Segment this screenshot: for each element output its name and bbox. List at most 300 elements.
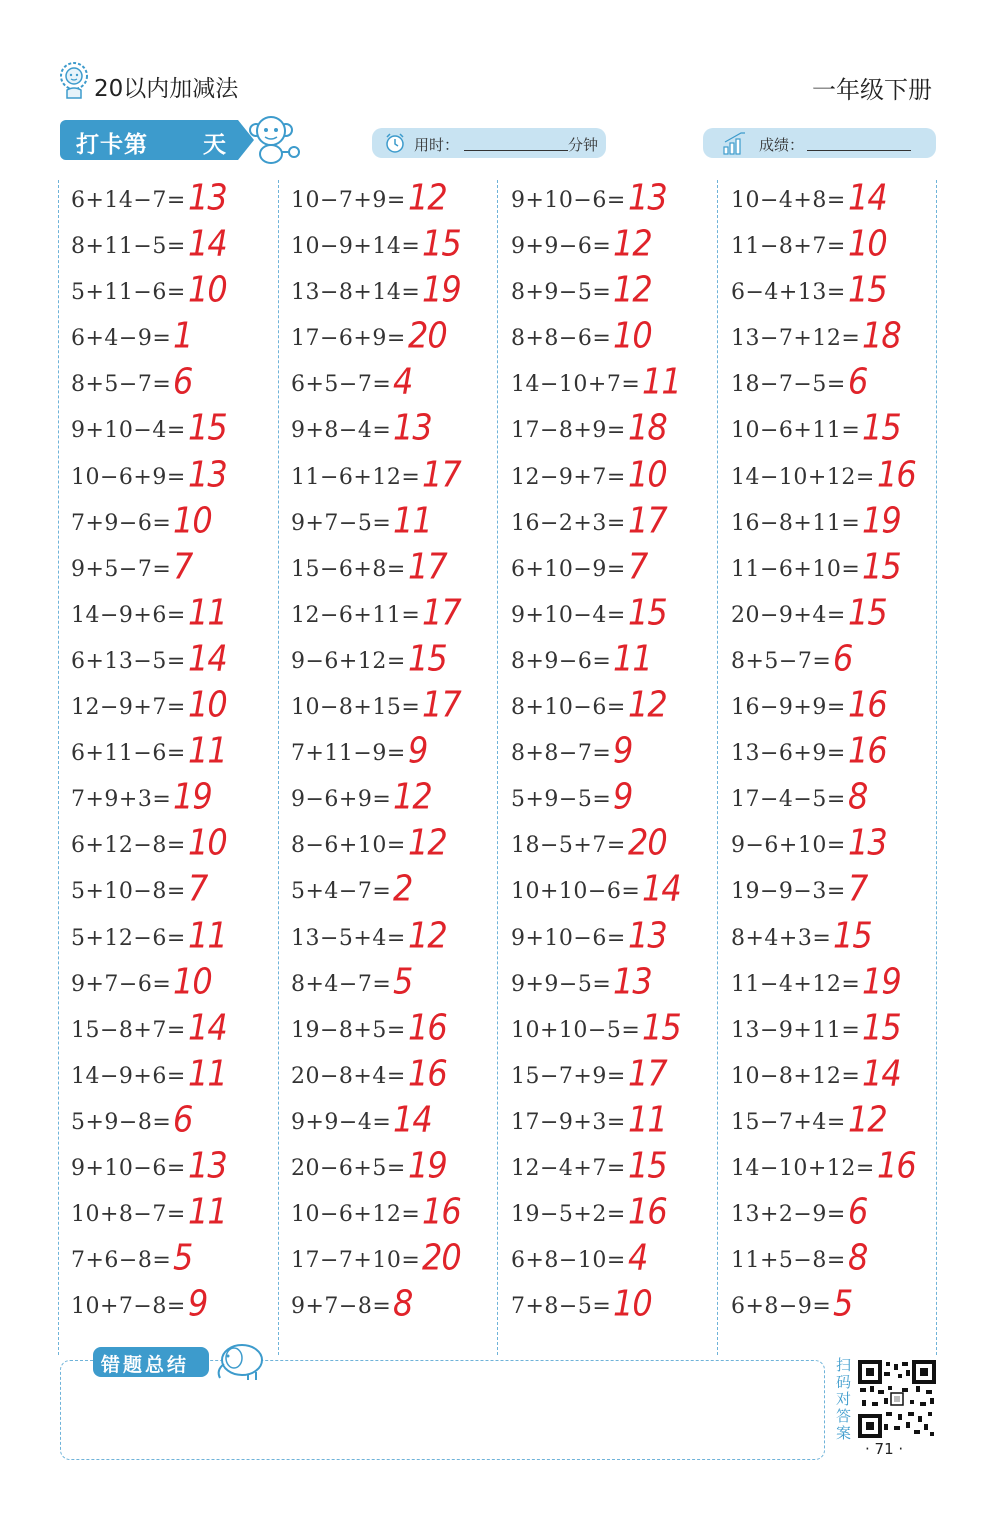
problem-row [731, 1282, 947, 1328]
handwritten-answer[interactable]: 16 [877, 452, 916, 495]
handwritten-answer[interactable]: 16 [848, 682, 887, 726]
equation: 12−9+7= [511, 464, 626, 490]
problem-row [71, 1006, 287, 1052]
equation: 6+13−5= [71, 648, 186, 674]
handwritten-answer[interactable]: 1 [173, 314, 193, 357]
equation: 11−6+10= [731, 556, 861, 582]
problem-row [511, 729, 727, 775]
equation: 15−8+7= [71, 1017, 186, 1043]
equation: 9+5−7= [71, 556, 172, 582]
equation: 10−6+11= [731, 418, 861, 444]
column-divider [58, 180, 59, 1355]
handwritten-answer[interactable]: 9 [613, 728, 633, 772]
equation: 9−6+10= [731, 833, 846, 859]
handwritten-answer[interactable]: 14 [393, 1097, 432, 1141]
equation: 20−9+4= [731, 602, 846, 628]
handwritten-answer[interactable]: 13 [188, 1143, 227, 1187]
problem-row [71, 499, 287, 545]
handwritten-answer[interactable]: 19 [422, 267, 461, 311]
page-number: · 71 · [865, 1440, 904, 1458]
handwritten-answer[interactable]: 8 [393, 1281, 413, 1325]
problem-row [511, 1282, 727, 1328]
handwritten-answer[interactable]: 10 [628, 452, 667, 495]
handwritten-answer[interactable]: 15 [848, 267, 887, 311]
handwritten-answer[interactable]: 15 [628, 1143, 667, 1187]
equation: 10−4+8= [731, 188, 846, 213]
equation: 12−9+7= [71, 695, 186, 721]
problem-row [731, 1098, 947, 1144]
equation: 13+2−9= [731, 1202, 846, 1228]
handwritten-answer[interactable]: 16 [408, 1005, 447, 1048]
checkin-banner [60, 120, 238, 160]
equation: 6+14−7= [71, 188, 186, 213]
handwritten-answer[interactable]: 16 [408, 1051, 447, 1095]
problem-row [71, 453, 287, 499]
equation: 10−8+15= [291, 695, 421, 721]
problem-row [71, 1052, 287, 1098]
problem-row [511, 867, 727, 913]
problem-row [511, 406, 727, 452]
equation: 20−8+4= [291, 1063, 406, 1089]
equation: 20−6+5= [291, 1155, 406, 1181]
handwritten-answer[interactable]: 12 [613, 221, 652, 265]
problem-row [71, 960, 287, 1006]
handwritten-answer[interactable]: 7 [848, 867, 868, 910]
equation: 18−7−5= [731, 372, 846, 398]
equation: 15−7+9= [511, 1063, 626, 1089]
equation: 6+8−10= [511, 1248, 626, 1274]
equation: 14−10+7= [511, 372, 641, 398]
handwritten-answer[interactable]: 13 [848, 821, 887, 864]
handwritten-answer[interactable]: 7 [628, 544, 648, 588]
handwritten-answer[interactable]: 17 [628, 498, 667, 541]
handwritten-answer[interactable]: 16 [848, 728, 887, 772]
equation: 6+4−9= [71, 326, 172, 352]
score-blank[interactable] [807, 135, 911, 151]
equation: 5+11−6= [71, 280, 186, 306]
handwritten-answer[interactable]: 15 [188, 406, 227, 449]
handwritten-answer[interactable]: 4 [393, 360, 413, 403]
problem-row [731, 960, 947, 1006]
handwritten-answer[interactable]: 12 [393, 774, 432, 818]
problem-row [291, 1098, 507, 1144]
problem-column-1 [71, 176, 287, 1328]
handwritten-answer[interactable]: 13 [628, 175, 667, 219]
problem-row [511, 176, 727, 222]
problem-row [291, 406, 507, 452]
checkin-label: 打卡第 [76, 132, 148, 158]
handwritten-answer[interactable]: 11 [188, 913, 227, 956]
handwritten-answer[interactable]: 19 [408, 1143, 447, 1187]
handwritten-answer[interactable]: 20 [628, 821, 667, 864]
equation: 14−9+6= [71, 602, 186, 628]
handwritten-answer[interactable]: 15 [422, 221, 461, 265]
equation: 9+8−4= [291, 418, 392, 444]
problem-row [731, 729, 947, 775]
problem-row [731, 637, 947, 683]
problem-row [731, 545, 947, 591]
problem-row [731, 268, 947, 314]
problem-row [71, 637, 287, 683]
equation: 6−4+13= [731, 280, 846, 306]
handwritten-answer[interactable]: 14 [188, 221, 227, 265]
handwritten-answer[interactable]: 8 [848, 774, 868, 818]
handwritten-answer[interactable]: 12 [613, 267, 652, 311]
problem-row [511, 499, 727, 545]
problem-row [71, 683, 287, 729]
equation: 10+8−7= [71, 1202, 186, 1228]
problem-row [291, 821, 507, 867]
problem-row [511, 960, 727, 1006]
handwritten-answer[interactable]: 11 [188, 728, 227, 772]
handwritten-answer[interactable]: 14 [848, 175, 887, 219]
handwritten-answer[interactable]: 15 [408, 636, 447, 680]
handwritten-answer[interactable]: 7 [188, 867, 208, 910]
equation: 11−6+12= [291, 464, 421, 490]
equation: 13−5+4= [291, 925, 406, 951]
handwritten-answer[interactable]: 14 [642, 867, 681, 910]
checkin-day-label: 天 [203, 132, 226, 158]
equation: 8+5−7= [731, 648, 832, 674]
equation: 8+5−7= [71, 372, 172, 398]
handwritten-answer[interactable]: 9 [408, 728, 428, 772]
equation: 9+10−6= [71, 1155, 186, 1181]
equation: 5+12−6= [71, 925, 186, 951]
equation: 16−8+11= [731, 510, 861, 536]
handwritten-answer[interactable]: 12 [408, 175, 447, 219]
problem-row [71, 1236, 287, 1282]
problem-row [731, 1144, 947, 1190]
alarm-clock-icon [384, 132, 406, 154]
handwritten-answer[interactable]: 19 [862, 959, 901, 1002]
equation: 13−9+11= [731, 1017, 861, 1043]
equation: 5+10−8= [71, 879, 186, 905]
equation: 16−2+3= [511, 510, 626, 536]
time-unit: 分钟 [568, 136, 599, 154]
lion-logo-icon [58, 60, 90, 100]
elephant-icon [210, 1338, 270, 1382]
equation: 10−8+12= [731, 1063, 861, 1089]
problem-row [511, 637, 727, 683]
problem-row [71, 729, 287, 775]
equation: 8+10−6= [511, 695, 626, 721]
handwritten-answer[interactable]: 13 [188, 452, 227, 495]
equation: 13−8+14= [291, 280, 421, 306]
problem-row [511, 591, 727, 637]
equation: 10+7−8= [71, 1294, 186, 1320]
equation: 9+10−6= [511, 925, 626, 951]
equation: 14−10+12= [731, 1155, 875, 1181]
equation: 5+4−7= [291, 879, 392, 905]
equation: 10−6+9= [71, 464, 186, 490]
handwritten-answer[interactable]: 10 [173, 498, 212, 541]
problem-row [71, 314, 287, 360]
handwritten-answer[interactable]: 16 [628, 1189, 667, 1233]
handwritten-answer[interactable]: 15 [628, 590, 667, 634]
handwritten-answer[interactable]: 6 [833, 636, 853, 680]
equation: 7+8−5= [511, 1294, 612, 1320]
handwritten-answer[interactable]: 16 [422, 1189, 461, 1233]
equation: 11+5−8= [731, 1248, 846, 1274]
handwritten-answer[interactable]: 9 [613, 774, 633, 818]
equation: 6+10−9= [511, 556, 626, 582]
handwritten-answer[interactable]: 17 [422, 452, 461, 495]
problem-row [71, 1282, 287, 1328]
equation: 14−9+6= [71, 1063, 186, 1089]
equation: 10−9+14= [291, 234, 421, 260]
problem-row [731, 683, 947, 729]
handwritten-answer[interactable]: 14 [188, 1005, 227, 1048]
problem-row [71, 176, 287, 222]
handwritten-answer[interactable]: 10 [613, 314, 652, 357]
equation: 14−10+12= [731, 464, 875, 490]
equation: 9+7−8= [291, 1294, 392, 1320]
equation: 10−6+12= [291, 1202, 421, 1228]
problem-row [71, 1144, 287, 1190]
equation: 15−7+4= [731, 1109, 846, 1135]
problem-row [511, 1236, 727, 1282]
equation: 9+9−6= [511, 234, 612, 260]
problem-row [71, 867, 287, 913]
equation: 5+9−5= [511, 787, 612, 813]
handwritten-answer[interactable]: 6 [173, 360, 193, 403]
handwritten-answer[interactable]: 6 [848, 360, 868, 403]
handwritten-answer[interactable]: 20 [408, 314, 447, 357]
problem-row [291, 637, 507, 683]
handwritten-answer[interactable]: 13 [628, 913, 667, 956]
handwritten-answer[interactable]: 18 [862, 314, 901, 357]
equation: 11−8+7= [731, 234, 846, 260]
handwritten-answer[interactable]: 19 [862, 498, 901, 541]
problem-row [291, 499, 507, 545]
qr-code-icon[interactable] [858, 1360, 936, 1438]
problem-row [731, 591, 947, 637]
handwritten-answer[interactable]: 7 [173, 544, 193, 588]
handwritten-answer[interactable]: 13 [393, 406, 432, 449]
equation: 13−6+9= [731, 741, 846, 767]
problem-row [511, 1144, 727, 1190]
mistake-summary-label: 错题总结 [93, 1347, 209, 1377]
handwritten-answer[interactable]: 2 [393, 867, 413, 910]
handwritten-answer[interactable]: 4 [628, 1235, 648, 1279]
handwritten-answer[interactable]: 18 [628, 406, 667, 449]
handwritten-answer[interactable]: 10 [188, 682, 227, 726]
problem-row [511, 268, 727, 314]
handwritten-answer[interactable]: 15 [862, 1005, 901, 1048]
equation: 10+10−5= [511, 1017, 641, 1043]
problem-row [731, 1006, 947, 1052]
problem-row [291, 1236, 507, 1282]
handwritten-answer[interactable]: 13 [613, 959, 652, 1002]
problem-row [731, 1236, 947, 1282]
problem-row [291, 960, 507, 1006]
equation: 10+10−6= [511, 879, 641, 905]
problem-row [291, 453, 507, 499]
problem-column-2 [291, 176, 507, 1328]
handwritten-answer[interactable]: 11 [188, 590, 227, 634]
problem-row [511, 914, 727, 960]
handwritten-answer[interactable]: 5 [173, 1235, 193, 1279]
handwritten-answer[interactable]: 10 [188, 267, 227, 311]
problem-row [291, 545, 507, 591]
equation: 9+9−5= [511, 971, 612, 997]
equation: 9+9−4= [291, 1109, 392, 1135]
handwritten-answer[interactable]: 15 [848, 590, 887, 634]
problem-row [511, 1098, 727, 1144]
equation: 16−9+9= [731, 695, 846, 721]
handwritten-answer[interactable]: 19 [173, 774, 212, 818]
handwritten-answer[interactable]: 6 [848, 1189, 868, 1233]
handwritten-answer[interactable]: 13 [188, 175, 227, 219]
handwritten-answer[interactable]: 17 [408, 544, 447, 588]
handwritten-answer[interactable]: 12 [848, 1097, 887, 1141]
problem-row [731, 775, 947, 821]
book-title: 20以内加减法 [94, 76, 239, 102]
handwritten-answer[interactable]: 12 [408, 821, 447, 864]
equation: 9+10−4= [71, 418, 186, 444]
monkey-icon [246, 112, 304, 166]
equation: 8−6+10= [291, 833, 406, 859]
problem-row [291, 360, 507, 406]
problem-row [511, 222, 727, 268]
scan-answer-label: 扫码对答案 [836, 1356, 852, 1442]
equation: 12−6+11= [291, 602, 421, 628]
equation: 8+4−7= [291, 971, 392, 997]
problem-row [291, 176, 507, 222]
handwritten-answer[interactable]: 15 [642, 1005, 681, 1048]
time-field [372, 128, 606, 158]
problem-row [291, 591, 507, 637]
handwritten-answer[interactable]: 10 [173, 959, 212, 1002]
equation: 13−7+12= [731, 326, 861, 352]
problem-row [731, 499, 947, 545]
equation: 17−9+3= [511, 1109, 626, 1135]
handwritten-answer[interactable]: 8 [848, 1235, 868, 1279]
equation: 17−7+10= [291, 1248, 421, 1274]
problem-row [291, 775, 507, 821]
handwritten-answer[interactable]: 12 [408, 913, 447, 956]
handwritten-answer[interactable]: 11 [628, 1097, 667, 1141]
time-label: 用时： [414, 136, 460, 154]
problem-row [71, 914, 287, 960]
problem-row [511, 453, 727, 499]
problem-row [511, 1190, 727, 1236]
equation: 7+11−9= [291, 741, 406, 767]
handwritten-answer[interactable]: 14 [862, 1051, 901, 1095]
problem-row [511, 1052, 727, 1098]
handwritten-answer[interactable]: 11 [642, 360, 681, 403]
handwritten-answer[interactable]: 10 [613, 1281, 652, 1325]
equation: 8+8−7= [511, 741, 612, 767]
handwritten-answer[interactable]: 11 [188, 1189, 227, 1233]
handwritten-answer[interactable]: 10 [188, 821, 227, 864]
handwritten-answer[interactable]: 10 [848, 221, 887, 265]
handwritten-answer[interactable]: 17 [422, 590, 461, 634]
problem-row [731, 1052, 947, 1098]
handwritten-answer[interactable]: 17 [422, 682, 461, 726]
problem-row [731, 360, 947, 406]
equation: 7+6−8= [71, 1248, 172, 1274]
grade-label: 一年级下册 [812, 76, 932, 104]
problem-row [291, 1190, 507, 1236]
problem-row [71, 1190, 287, 1236]
handwritten-answer[interactable]: 15 [862, 406, 901, 449]
problem-row [511, 314, 727, 360]
problem-row [291, 914, 507, 960]
problem-row [291, 314, 507, 360]
equation: 7+9+3= [71, 787, 172, 813]
equation: 6+5−7= [291, 372, 392, 398]
equation: 10−7+9= [291, 188, 406, 213]
problem-row [71, 591, 287, 637]
handwritten-answer[interactable]: 20 [422, 1235, 461, 1279]
problem-row [731, 314, 947, 360]
problem-row [511, 1006, 727, 1052]
equation: 7+9−6= [71, 510, 172, 536]
problem-column-4 [731, 176, 947, 1328]
problem-row [731, 176, 947, 222]
problem-row [71, 406, 287, 452]
problem-row [291, 222, 507, 268]
equation: 8+11−5= [71, 234, 186, 260]
problem-row [71, 1098, 287, 1144]
handwritten-answer[interactable]: 15 [862, 544, 901, 588]
handwritten-answer[interactable]: 14 [188, 636, 227, 680]
handwritten-answer[interactable]: 11 [393, 498, 432, 541]
problem-row [291, 729, 507, 775]
equation: 17−8+9= [511, 418, 626, 444]
handwritten-answer[interactable]: 11 [613, 636, 652, 680]
equation: 8+4+3= [731, 925, 832, 951]
handwritten-answer[interactable]: 12 [628, 682, 667, 726]
problem-row [291, 268, 507, 314]
problem-row [71, 545, 287, 591]
handwritten-answer[interactable]: 11 [188, 1051, 227, 1095]
problem-row [291, 867, 507, 913]
equation: 8+8−6= [511, 326, 612, 352]
bar-chart-icon [721, 130, 749, 156]
handwritten-answer[interactable]: 17 [628, 1051, 667, 1095]
score-field [703, 128, 936, 158]
problem-row [71, 360, 287, 406]
problem-row [731, 222, 947, 268]
problem-row [291, 1006, 507, 1052]
problem-row [291, 1282, 507, 1328]
problem-row [511, 545, 727, 591]
problem-row [71, 775, 287, 821]
equation: 19−8+5= [291, 1017, 406, 1043]
time-blank[interactable] [464, 135, 568, 151]
problem-row [731, 453, 947, 499]
problem-column-3 [511, 176, 727, 1328]
equation: 6+11−6= [71, 741, 186, 767]
equation: 19−5+2= [511, 1202, 626, 1228]
equation: 6+8−9= [731, 1294, 832, 1320]
problem-row [291, 683, 507, 729]
handwritten-answer[interactable]: 5 [393, 959, 413, 1002]
equation: 19−9−3= [731, 879, 846, 905]
equation: 6+12−8= [71, 833, 186, 859]
problem-row [291, 1052, 507, 1098]
handwritten-answer[interactable]: 5 [833, 1281, 853, 1325]
handwritten-answer[interactable]: 9 [188, 1281, 208, 1325]
problem-row [731, 821, 947, 867]
problem-row [731, 914, 947, 960]
equation: 11−4+12= [731, 971, 861, 997]
handwritten-answer[interactable]: 6 [173, 1097, 193, 1141]
handwritten-answer[interactable]: 16 [877, 1143, 916, 1187]
handwritten-answer[interactable]: 15 [833, 913, 872, 956]
